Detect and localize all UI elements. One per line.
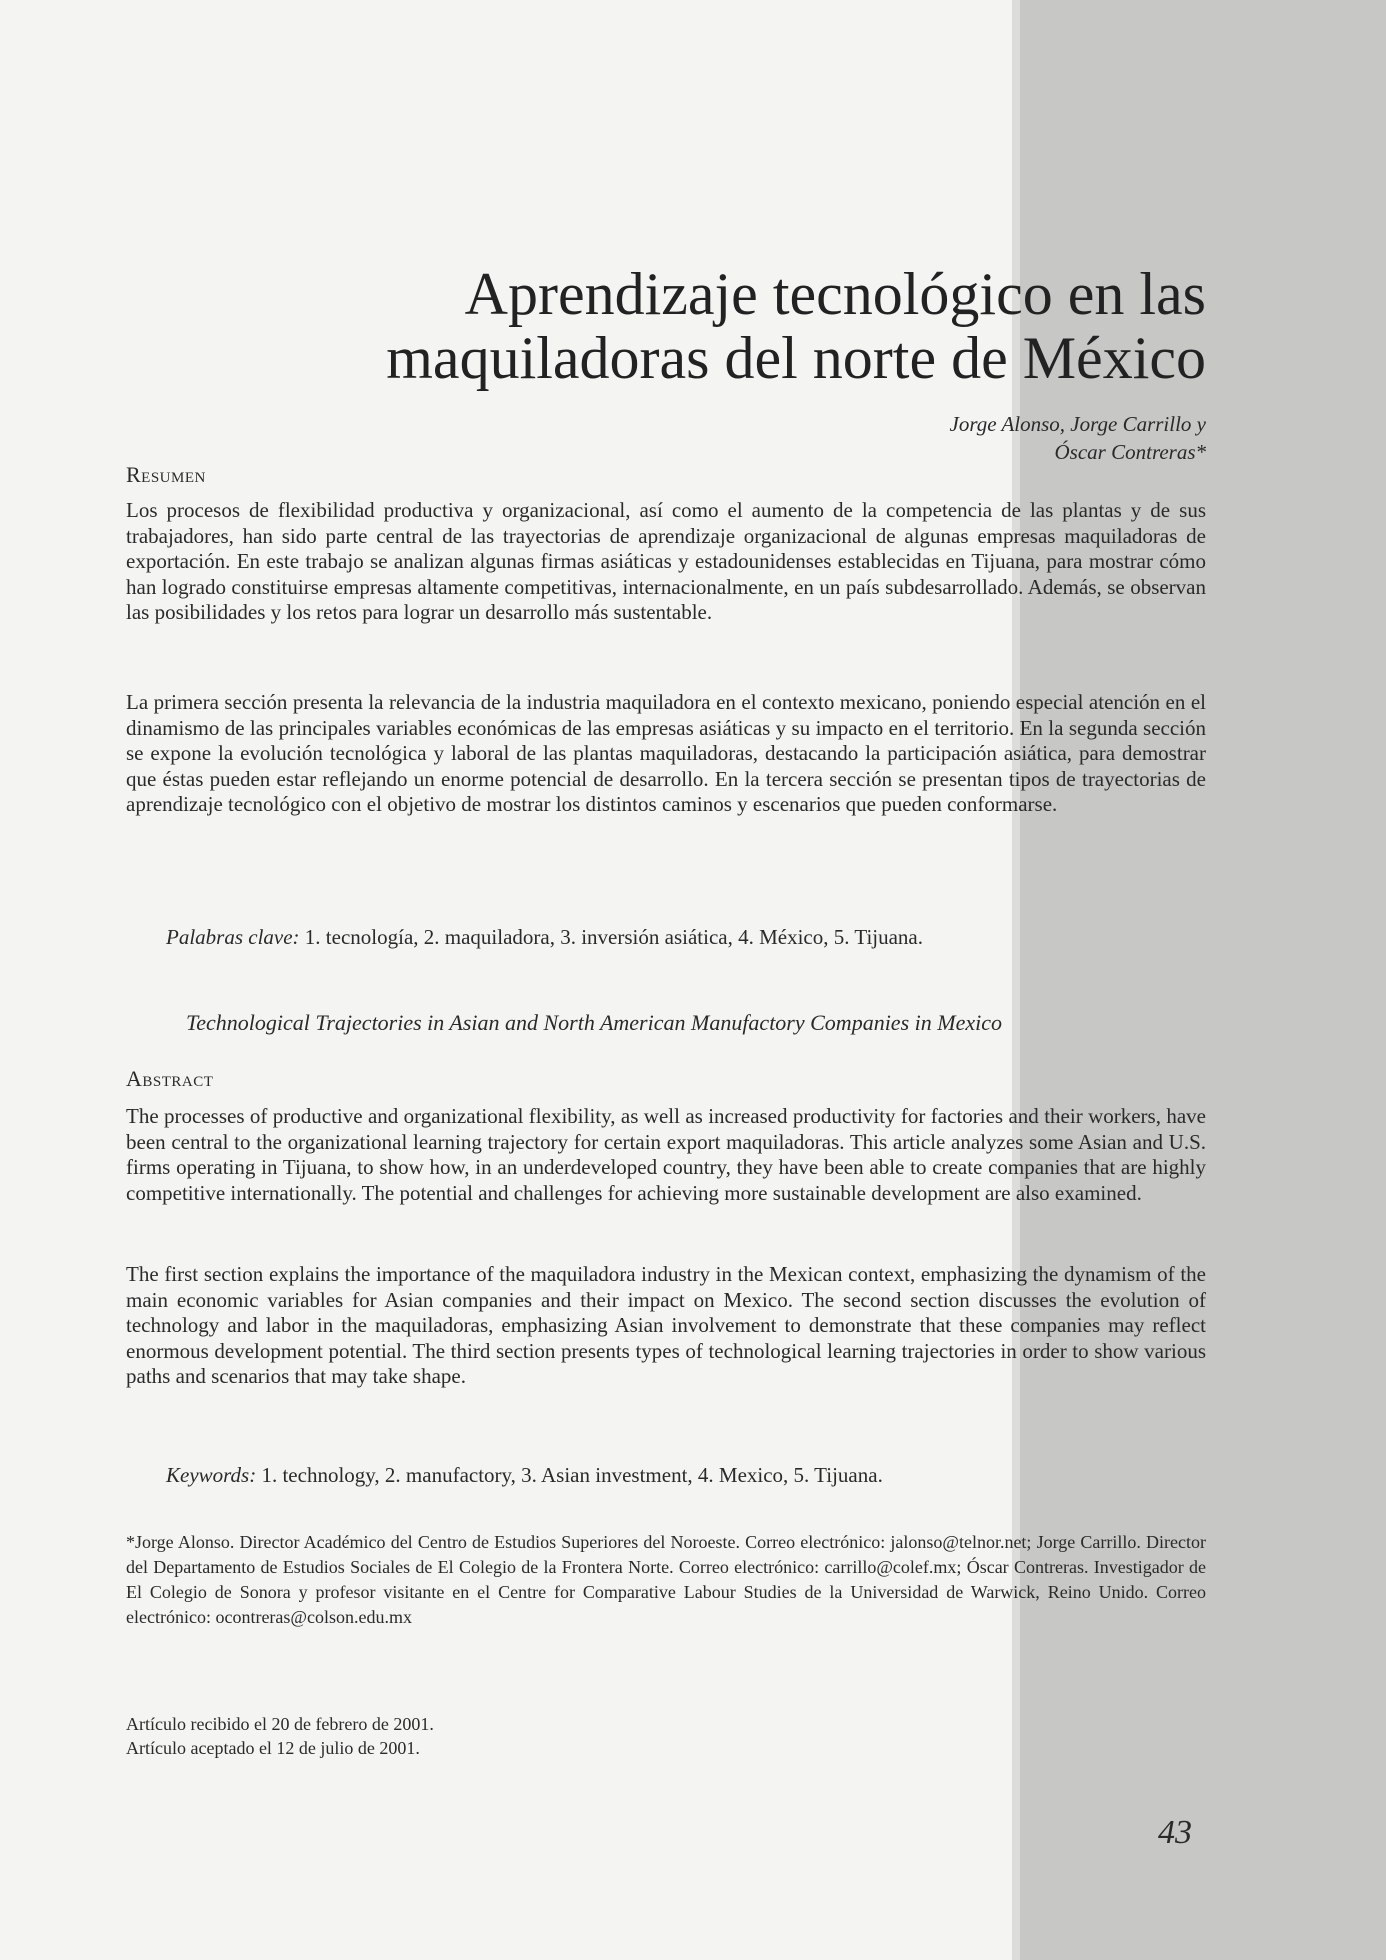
page-number: 43	[1158, 1814, 1192, 1851]
abstract-keywords-label: Keywords:	[166, 1463, 257, 1487]
abstract-paragraph-1: The processes of productive and organizational flexibility, as well as increased productivity for factories and their workers, have been central to the organizational learning trajectory for certain export maquiladoras. This article analyzes some Asian and U.S. firms operating in Tijuana, to show how, in an underdeveloped country, they have been able to create companies that are highly competitive internationally. The potential and challenges for achieving more sustainable development are also examined.	[126, 1104, 1206, 1205]
article-dates	[126, 1712, 434, 1760]
article-title	[306, 262, 1206, 390]
abstract-keywords	[166, 1462, 883, 1488]
abstract-keywords-list: 1. technology, 2. manufactory, 3. Asian investment, 4. Mexico, 5. Tijuana.	[261, 1463, 883, 1487]
abstract-heading: Abstract	[126, 1066, 214, 1091]
abstract-paragraph-2: The first section explains the importance of the maquiladora industry in the Mexican context, emphasizing the dynamism of the main economic variables for Asian companies and their impact on Mexico. The second section discusses the evolution of technology and labor in the maquiladoras, emphasizing Asian involvement to demonstrate that these companies may reflect enormous development potential. The third section presents types of technological learning trajectories in order to show various paths and scenarios that may take shape.	[126, 1262, 1206, 1388]
article-authors	[606, 410, 1206, 466]
resumen-keywords-label: Palabras clave:	[166, 925, 300, 949]
author-footnote: *Jorge Alonso. Director Académico del Centro de Estudios Superiores del Noroeste. Correo electrónico: jalonso@telnor.net; Jorge Carrillo. Director del Departamento de Estudios Sociales de El Colegio de la Frontera Norte. Correo electrónico: carrillo@colef.mx; Óscar Contreras. Investigador de El Colegio de Sonora y profesor visitante en el Centre for Comparative Labour Studies de la Universidad de Warwick, Reino Unido. Correo electrónico: ocontreras@colson.edu.mx	[126, 1532, 1206, 1627]
article-title-line1: Aprendizaje tecnológico en las	[464, 261, 1206, 327]
date-received: Artículo recibido el 20 de febrero de 2001.	[126, 1714, 434, 1734]
resumen-keywords-list: 1. tecnología, 2. maquiladora, 3. inversión asiática, 4. México, 5. Tijuana.	[304, 925, 924, 949]
resumen-keywords	[166, 924, 923, 950]
date-accepted: Artículo aceptado el 12 de julio de 2001.	[126, 1738, 420, 1758]
resumen-paragraph-1: Los procesos de flexibilidad productiva y organizacional, así como el aumento de la competencia de las plantas y de sus trabajadores, han sido parte central de las trayectorias de aprendizaje organizacional de algunas empresas maquiladoras de exportación. En este trabajo se analizan algunas firmas asiáticas y estadounidenses establecidas en Tijuana, para mostrar cómo han logrado constituirse empresas altamente competitivas, internacionalmente, en un país subdesarrollado. Además, se observan las posibilidades y los retos para lograr un desarrollo más sustentable.	[126, 498, 1206, 624]
resumen-heading: Resumen	[126, 462, 206, 487]
article-title-line2: maquiladoras del norte de México	[386, 325, 1206, 391]
resumen-paragraph-2: La primera sección presenta la relevancia de la industria maquiladora en el contexto mexicano, poniendo especial atención en el dinamismo de las principales variables económicas de las empresas asiáticas y su impacto en el territorio. En la segunda sección se expone la evolución tecnológica y laboral de las plantas maquiladoras, destacando la participación asiática, para demostrar que éstas pueden estar reflejando un enorme potencial de desarrollo. En la tercera sección se presentan tipos de trayectorias de aprendizaje tecnológico con el objetivo de mostrar los distintos caminos y escenarios que pueden conformarse.	[126, 690, 1206, 816]
authors-line2: Óscar Contreras*	[1054, 440, 1206, 464]
english-title: Technological Trajectories in Asian and North American Manufactory Companies in Mexico	[186, 1010, 1002, 1035]
authors-line1: Jorge Alonso, Jorge Carrillo y	[949, 412, 1206, 436]
